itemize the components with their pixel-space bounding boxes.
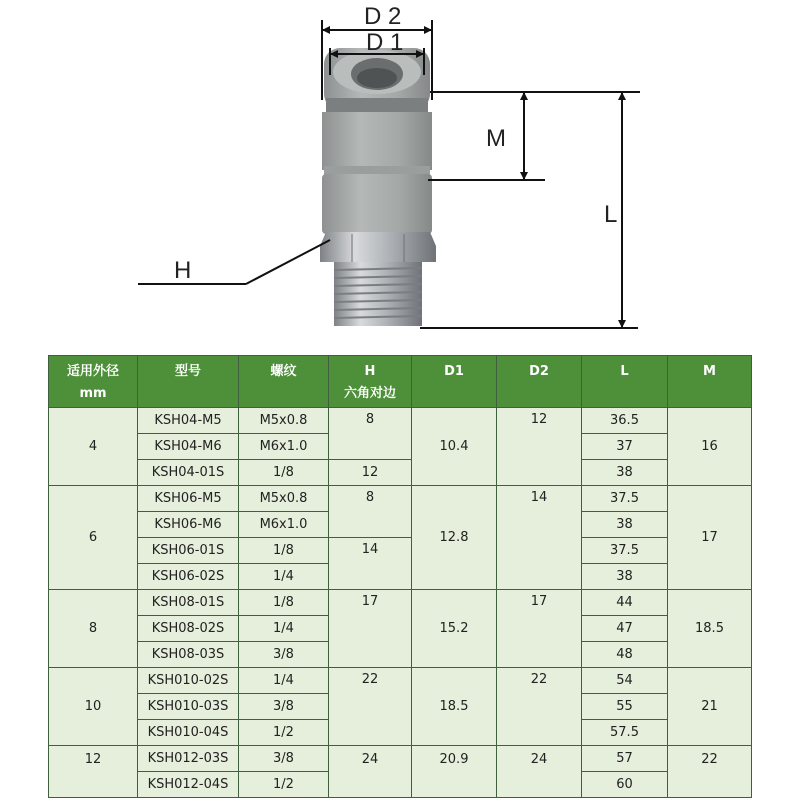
d2-cell: 12 bbox=[497, 408, 582, 486]
d2-cell: 24 bbox=[497, 746, 582, 798]
fitting-diagram bbox=[0, 0, 800, 345]
thread-cell: M6x1.0 bbox=[239, 434, 329, 460]
l-cell: 55 bbox=[582, 694, 668, 720]
d2-cell: 14 bbox=[497, 486, 582, 590]
l-cell: 38 bbox=[582, 512, 668, 538]
thread-cell: 1/4 bbox=[239, 668, 329, 694]
d1-cell: 20.9 bbox=[412, 746, 497, 798]
model-cell: KSH04-01S bbox=[138, 460, 239, 486]
l-cell: 38 bbox=[582, 564, 668, 590]
l-cell: 37 bbox=[582, 434, 668, 460]
label-m: M bbox=[486, 125, 506, 152]
od-cell: 12 bbox=[49, 746, 138, 798]
thread-cell: M5x0.8 bbox=[239, 486, 329, 512]
header-h: H 六角对边 bbox=[329, 356, 412, 408]
thread-cell: M5x0.8 bbox=[239, 408, 329, 434]
header-thread: 螺纹 bbox=[239, 356, 329, 408]
l-cell: 57.5 bbox=[582, 720, 668, 746]
m-cell: 16 bbox=[668, 408, 752, 486]
header-model: 型号 bbox=[138, 356, 239, 408]
header-d1: D1 bbox=[412, 356, 497, 408]
l-cell: 60 bbox=[582, 772, 668, 798]
l-cell: 38 bbox=[582, 460, 668, 486]
label-d2: D 2 bbox=[364, 3, 402, 30]
table-row bbox=[49, 486, 752, 512]
h-cell: 8 bbox=[329, 408, 412, 460]
model-cell: KSH010-02S bbox=[138, 668, 239, 694]
model-cell: KSH06-M6 bbox=[138, 512, 239, 538]
h-cell: 12 bbox=[329, 460, 412, 486]
header-m: M bbox=[668, 356, 752, 408]
table-row bbox=[49, 668, 752, 694]
model-cell: KSH04-M6 bbox=[138, 434, 239, 460]
model-cell: KSH06-M5 bbox=[138, 486, 239, 512]
thread-cell: 3/8 bbox=[239, 642, 329, 668]
m-cell: 22 bbox=[668, 746, 752, 798]
d1-cell: 15.2 bbox=[412, 590, 497, 668]
model-cell: KSH04-M5 bbox=[138, 408, 239, 434]
model-cell: KSH08-01S bbox=[138, 590, 239, 616]
od-cell: 8 bbox=[49, 590, 138, 668]
model-cell: KSH08-03S bbox=[138, 642, 239, 668]
l-cell: 37.5 bbox=[582, 486, 668, 512]
table-row bbox=[49, 408, 752, 434]
header-d2: D2 bbox=[497, 356, 582, 408]
m-cell: 17 bbox=[668, 486, 752, 590]
table-row bbox=[49, 590, 752, 616]
h-cell: 24 bbox=[329, 746, 412, 798]
d1-cell: 10.4 bbox=[412, 408, 497, 486]
h-cell: 17 bbox=[329, 590, 412, 668]
m-cell: 21 bbox=[668, 668, 752, 746]
table-row bbox=[49, 746, 752, 772]
d2-cell: 17 bbox=[497, 590, 582, 668]
model-cell: KSH010-03S bbox=[138, 694, 239, 720]
m-cell: 18.5 bbox=[668, 590, 752, 668]
h-cell: 22 bbox=[329, 668, 412, 746]
header-od: 适用外径 mm bbox=[49, 356, 138, 408]
label-d1: D 1 bbox=[366, 29, 404, 56]
h-cell: 14 bbox=[329, 538, 412, 590]
od-cell: 4 bbox=[49, 408, 138, 486]
header-row bbox=[49, 356, 752, 408]
thread-cell: 1/8 bbox=[239, 460, 329, 486]
thread-cell: 1/2 bbox=[239, 772, 329, 798]
l-cell: 36.5 bbox=[582, 408, 668, 434]
thread-cell: M6x1.0 bbox=[239, 512, 329, 538]
table-row bbox=[49, 460, 752, 486]
thread-cell: 1/4 bbox=[239, 564, 329, 590]
table-row bbox=[49, 538, 752, 564]
od-cell: 10 bbox=[49, 668, 138, 746]
od-cell: 6 bbox=[49, 486, 138, 590]
model-cell: KSH012-04S bbox=[138, 772, 239, 798]
l-cell: 57 bbox=[582, 746, 668, 772]
l-cell: 44 bbox=[582, 590, 668, 616]
thread-cell: 1/2 bbox=[239, 720, 329, 746]
l-cell: 37.5 bbox=[582, 538, 668, 564]
label-h: H bbox=[174, 257, 192, 284]
thread-cell: 3/8 bbox=[239, 694, 329, 720]
model-cell: KSH06-02S bbox=[138, 564, 239, 590]
l-cell: 47 bbox=[582, 616, 668, 642]
header-l: L bbox=[582, 356, 668, 408]
thread-cell: 1/8 bbox=[239, 590, 329, 616]
h-cell: 8 bbox=[329, 486, 412, 538]
model-cell: KSH010-04S bbox=[138, 720, 239, 746]
model-cell: KSH06-01S bbox=[138, 538, 239, 564]
thread-cell: 1/4 bbox=[239, 616, 329, 642]
d1-cell: 18.5 bbox=[412, 668, 497, 746]
label-l: L bbox=[604, 201, 618, 228]
thread-cell: 1/8 bbox=[239, 538, 329, 564]
model-cell: KSH08-02S bbox=[138, 616, 239, 642]
l-cell: 54 bbox=[582, 668, 668, 694]
l-cell: 48 bbox=[582, 642, 668, 668]
fitting-body bbox=[320, 48, 436, 326]
d1-cell: 12.8 bbox=[412, 486, 497, 590]
model-cell: KSH012-03S bbox=[138, 746, 239, 772]
d2-cell: 22 bbox=[497, 668, 582, 746]
thread-cell: 3/8 bbox=[239, 746, 329, 772]
spec-table bbox=[48, 355, 752, 798]
